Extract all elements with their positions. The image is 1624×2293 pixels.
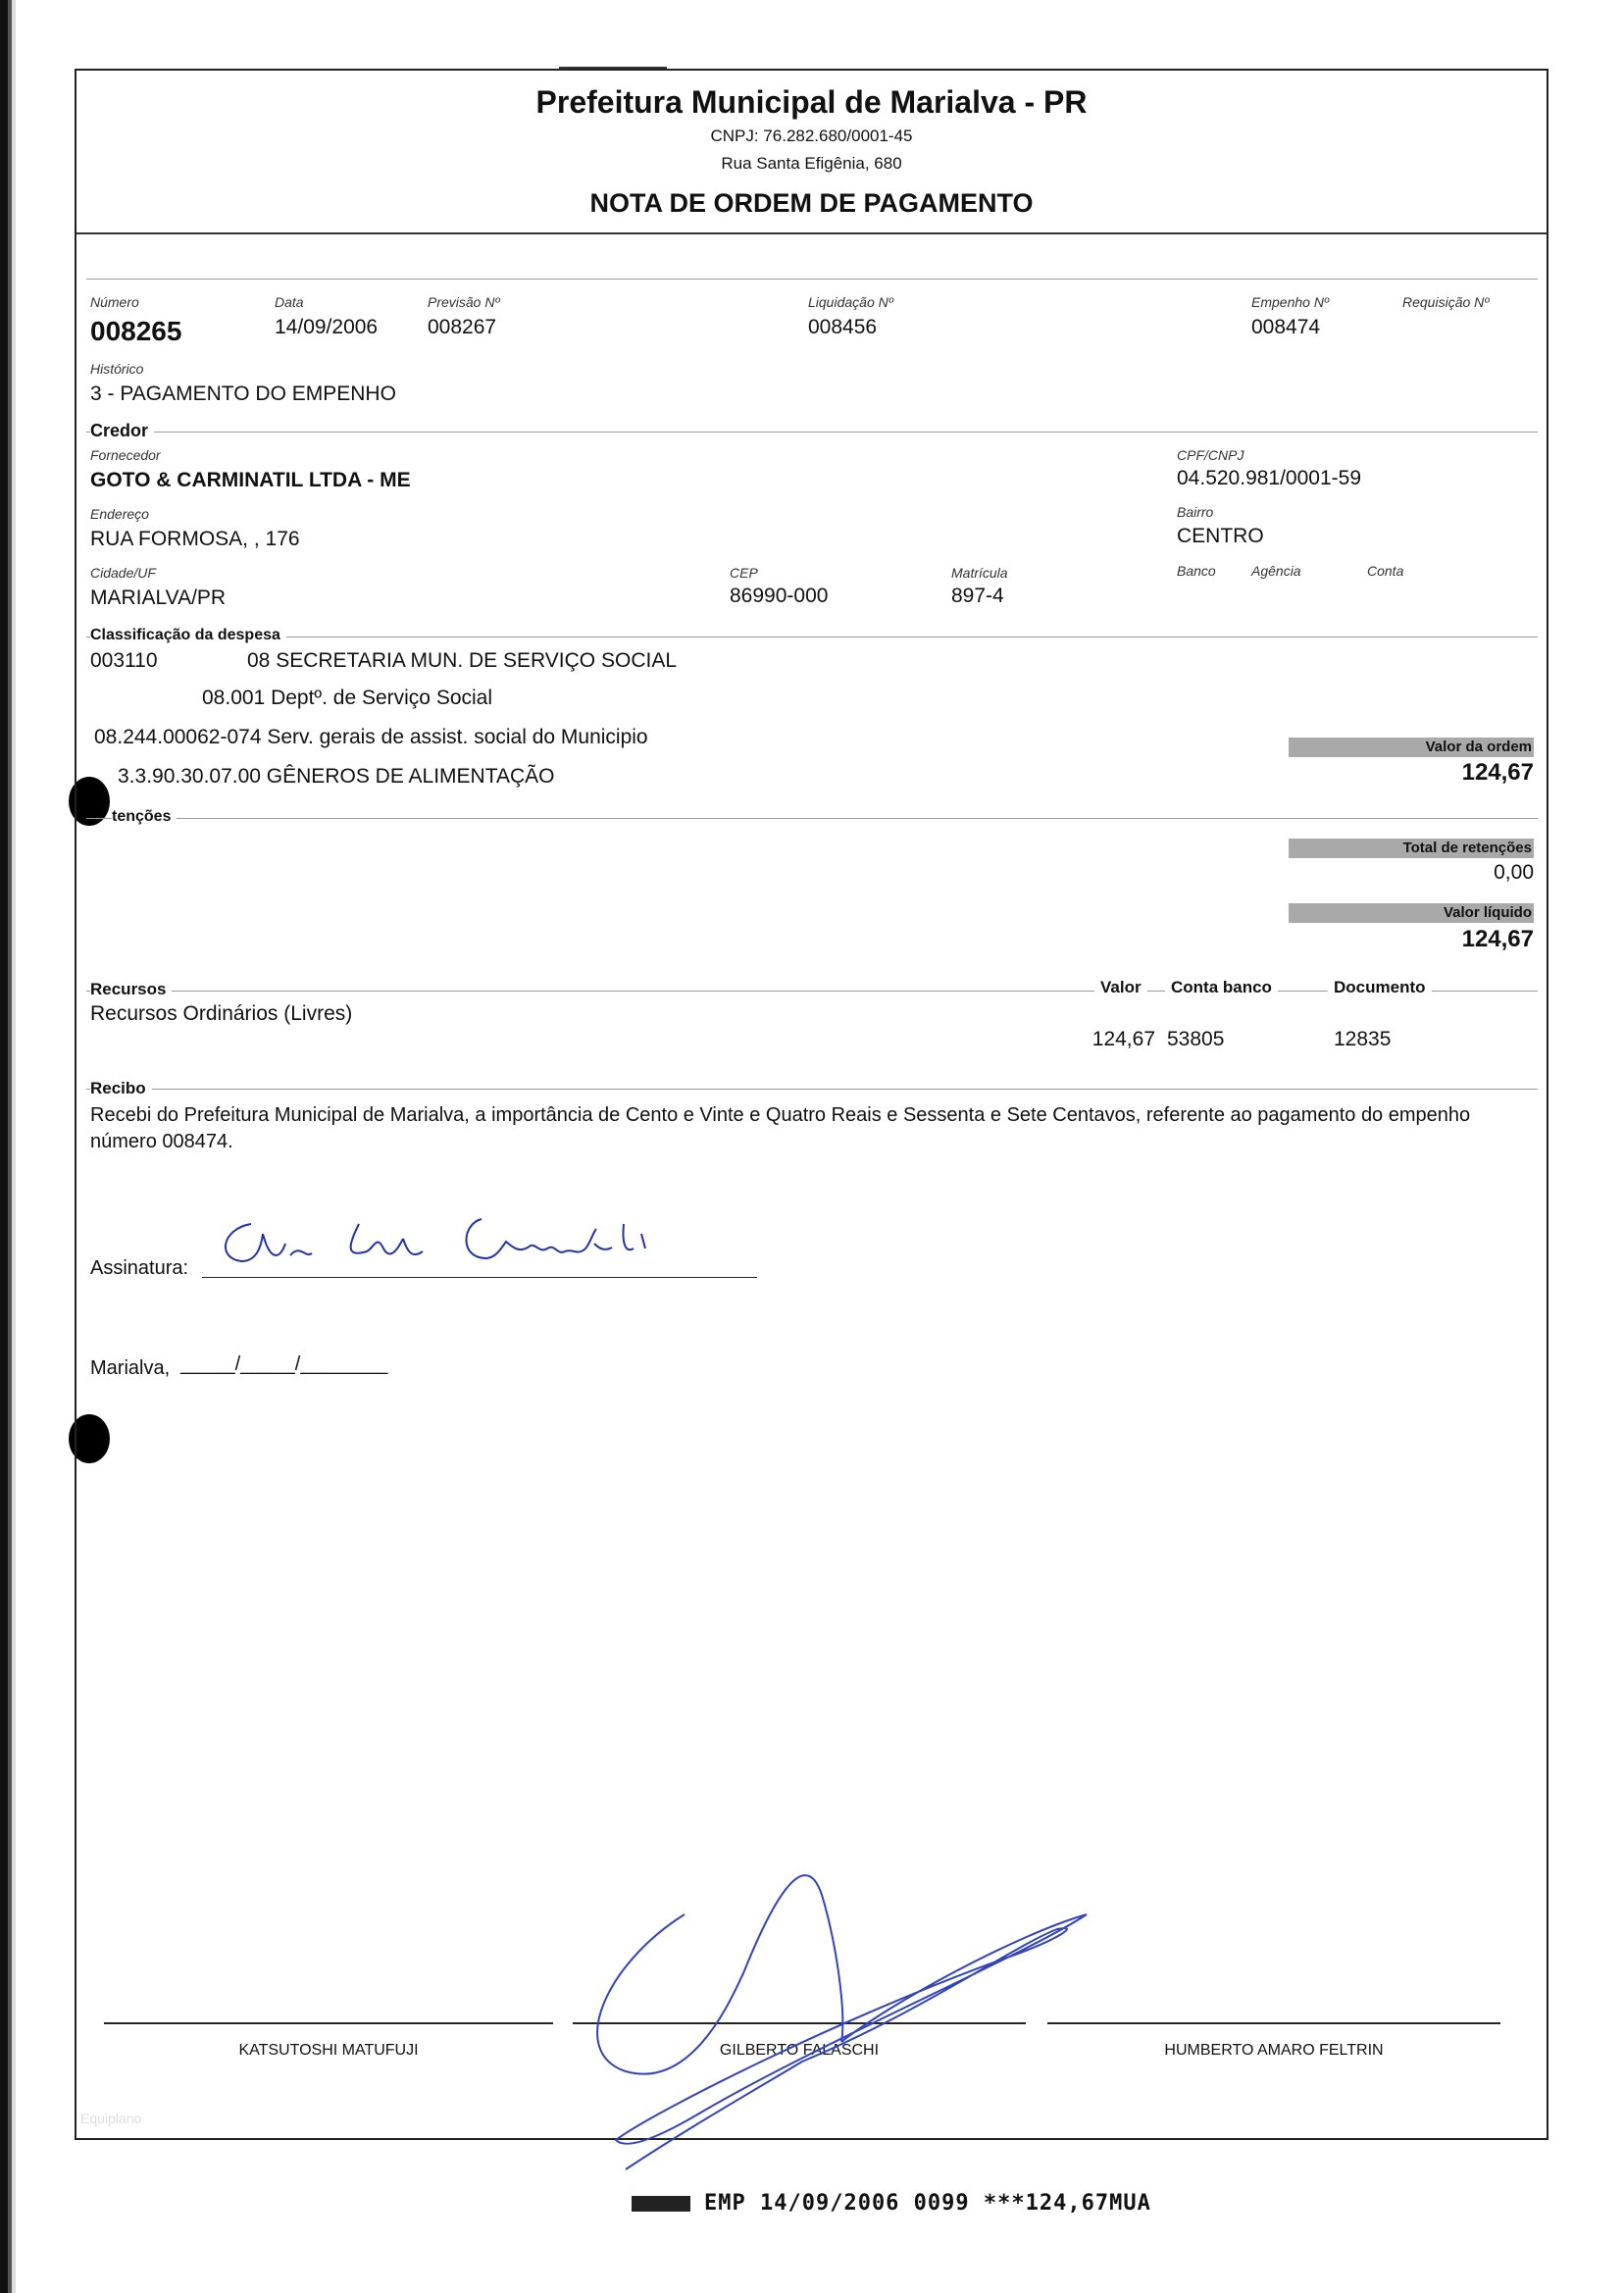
official-signature — [508, 1816, 1136, 2209]
bairro-value: CENTRO — [1177, 525, 1264, 547]
numero-label: Número — [90, 294, 139, 310]
recursos-valor: 124,67 — [1091, 1028, 1155, 1050]
municipality-title: Prefeitura Municipal de Marialva - PR — [535, 84, 1088, 120]
liquidacao-label: Liquidação Nº — [808, 294, 893, 310]
fornecedor-value: GOTO & CARMINATIL LTDA - ME — [90, 469, 411, 491]
signatory-name: GILBERTO FALASCHI — [719, 2042, 880, 2059]
recibo-text: Recebi do Prefeitura Municipal de Marialva, a importância de Cento e Vinte e Quatro Reais e Sessenta e Sete Centavos, referente ao pagamento do empenho número 008474. — [90, 1104, 1471, 1152]
signature-line — [104, 2022, 553, 2024]
bairro-label: Bairro — [1177, 504, 1214, 520]
divider — [86, 991, 1538, 992]
fornecedor-label: Fornecedor — [90, 447, 161, 463]
municipality-address: Rua Santa Efigênia, 680 — [721, 154, 902, 173]
cidade-value: MARIALVA/PR — [90, 586, 227, 609]
liquidacao-value: 008456 — [808, 316, 878, 338]
divider — [86, 432, 1538, 433]
classificacao-elemento: 3.3.90.30.07.00 GÊNEROS DE ALIMENTAÇÃO — [118, 765, 555, 788]
recursos-valor-label: Valor — [1094, 978, 1147, 997]
valor-liquido-value: 124,67 — [1461, 926, 1534, 952]
historico-label: Histórico — [90, 361, 144, 377]
endereco-label: Endereço — [90, 506, 149, 522]
cep-value: 86990-000 — [730, 585, 829, 607]
banco-label: Banco — [1177, 563, 1216, 579]
recursos-conta: 53805 — [1167, 1028, 1225, 1050]
classificacao-unidade: 08.001 Deptº. de Serviço Social — [202, 687, 493, 709]
recursos-documento-label: Documento — [1328, 978, 1432, 997]
previsao-label: Previsão Nº — [428, 294, 500, 310]
classificacao-programa: 08.244.00062-074 Serv. gerais de assist. social do Municipio — [94, 726, 648, 748]
software-watermark: Equiplano — [80, 2111, 142, 2126]
payment-stamp — [632, 2191, 1151, 2216]
total-retencoes-label: Total de retenções — [1289, 839, 1534, 858]
empenho-label: Empenho Nº — [1251, 294, 1330, 310]
retencoes-section: tenções — [112, 808, 177, 826]
divider — [86, 818, 1538, 819]
assinatura-label: Assinatura: — [90, 1257, 189, 1279]
stamp-logo — [632, 2196, 690, 2212]
document-title: NOTA DE ORDEM DE PAGAMENTO — [589, 188, 1034, 218]
data-value: 14/09/2006 — [275, 316, 379, 338]
valor-ordem-label: Valor da ordem — [1289, 738, 1534, 757]
agencia-label: Agência — [1251, 563, 1301, 579]
requisicao-label: Requisição Nº — [1402, 294, 1490, 310]
matricula-value: 897-4 — [951, 585, 1004, 607]
historico-value: 3 - PAGAMENTO DO EMPENHO — [90, 382, 396, 405]
previsao-value: 008267 — [428, 316, 497, 338]
credor-section: Credor — [90, 421, 154, 441]
cep-label: CEP — [730, 565, 758, 581]
recursos-section: Recursos — [90, 980, 172, 999]
classificacao-orgao: 08 SECRETARIA MUN. DE SERVIÇO SOCIAL — [247, 649, 678, 672]
valor-liquido-label: Valor líquido — [1289, 903, 1534, 923]
local-label: Marialva, — [90, 1357, 171, 1379]
classificacao-section: Classificação da despesa — [90, 627, 286, 644]
signatory-name: KATSUTOSHI MATUFUJI — [238, 2042, 419, 2059]
cidade-label: Cidade/UF — [90, 565, 156, 581]
recursos-documento: 12835 — [1334, 1028, 1392, 1050]
signatory-name: HUMBERTO AMARO FELTRIN — [1164, 2042, 1384, 2059]
divider — [86, 1089, 1538, 1090]
recibo-section: Recibo — [90, 1079, 152, 1098]
divider — [86, 279, 1538, 280]
recursos-conta-label: Conta banco — [1165, 978, 1278, 997]
recursos-descricao: Recursos Ordinários (Livres) — [90, 1002, 353, 1025]
form-header — [76, 71, 1547, 234]
numero-value: 008265 — [90, 316, 182, 346]
scan-edge — [0, 0, 16, 2293]
conta-label: Conta — [1367, 563, 1404, 579]
empenho-value: 008474 — [1251, 316, 1321, 338]
payment-order-form — [75, 69, 1548, 2140]
date-blanks: _____/_____/________ — [180, 1353, 388, 1375]
matricula-label: Matrícula — [951, 565, 1008, 581]
data-label: Data — [275, 294, 304, 310]
stamp-text: EMP 14/09/2006 0099 ***124,67MUA — [704, 2191, 1151, 2216]
cpf-label: CPF/CNPJ — [1177, 447, 1244, 463]
cpf-value: 04.520.981/0001-59 — [1177, 467, 1362, 489]
classificacao-code: 003110 — [90, 649, 158, 672]
endereco-value: RUA FORMOSA, , 176 — [90, 528, 300, 550]
total-retencoes-value: 0,00 — [1494, 861, 1534, 884]
municipality-cnpj: CNPJ: 76.282.680/0001-45 — [710, 127, 913, 145]
valor-ordem-value: 124,67 — [1461, 759, 1534, 786]
recipient-signature — [202, 1204, 751, 1293]
